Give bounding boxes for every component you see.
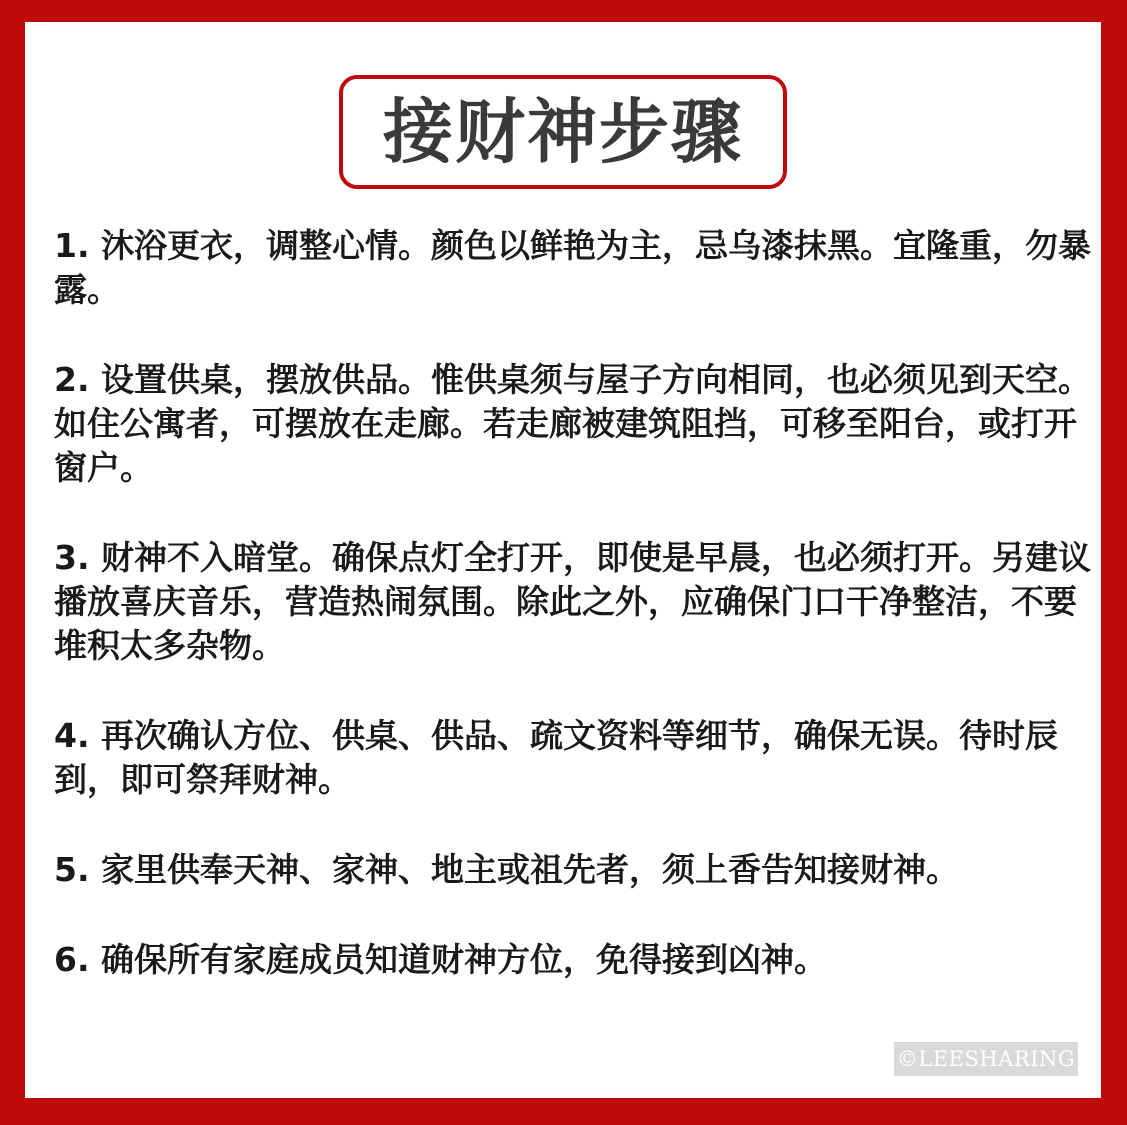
content-card: [25, 22, 1101, 1098]
step-item: 2. 设置供桌，摆放供品。惟供桌须与屋子方向相同，也必须见到天空。如住公寓者，可摆放在走廊。若走廊被建筑阻挡，可移至阳台，或打开窗户。: [54, 360, 1091, 487]
step-item: 1. 沐浴更衣，调整心情。颜色以鲜艳为主，忌乌漆抹黑。宜隆重，勿暴露。: [54, 226, 1091, 309]
page-title: 接财神步骤: [383, 91, 743, 173]
watermark: ©LEESHARING: [894, 1042, 1078, 1076]
step-item: 5. 家里供奉天神、家神、地主或祖先者，须上香告知接财神。: [54, 850, 959, 889]
step-item: 4. 再次确认方位、供桌、供品、疏文资料等细节，确保无误。待时辰到，即可祭拜财神。: [54, 716, 1058, 799]
step-item: 6. 确保所有家庭成员知道财神方位，免得接到凶神。: [54, 940, 827, 979]
title-frame: [339, 75, 787, 189]
step-item: 3. 财神不入暗堂。确保点灯全打开，即使是早晨，也必须打开。另建议播放喜庆音乐，营造热闹氛围。除此之外，应确保门口干净整洁，不要堆积太多杂物。: [54, 538, 1091, 665]
steps-list: [54, 224, 1094, 1028]
